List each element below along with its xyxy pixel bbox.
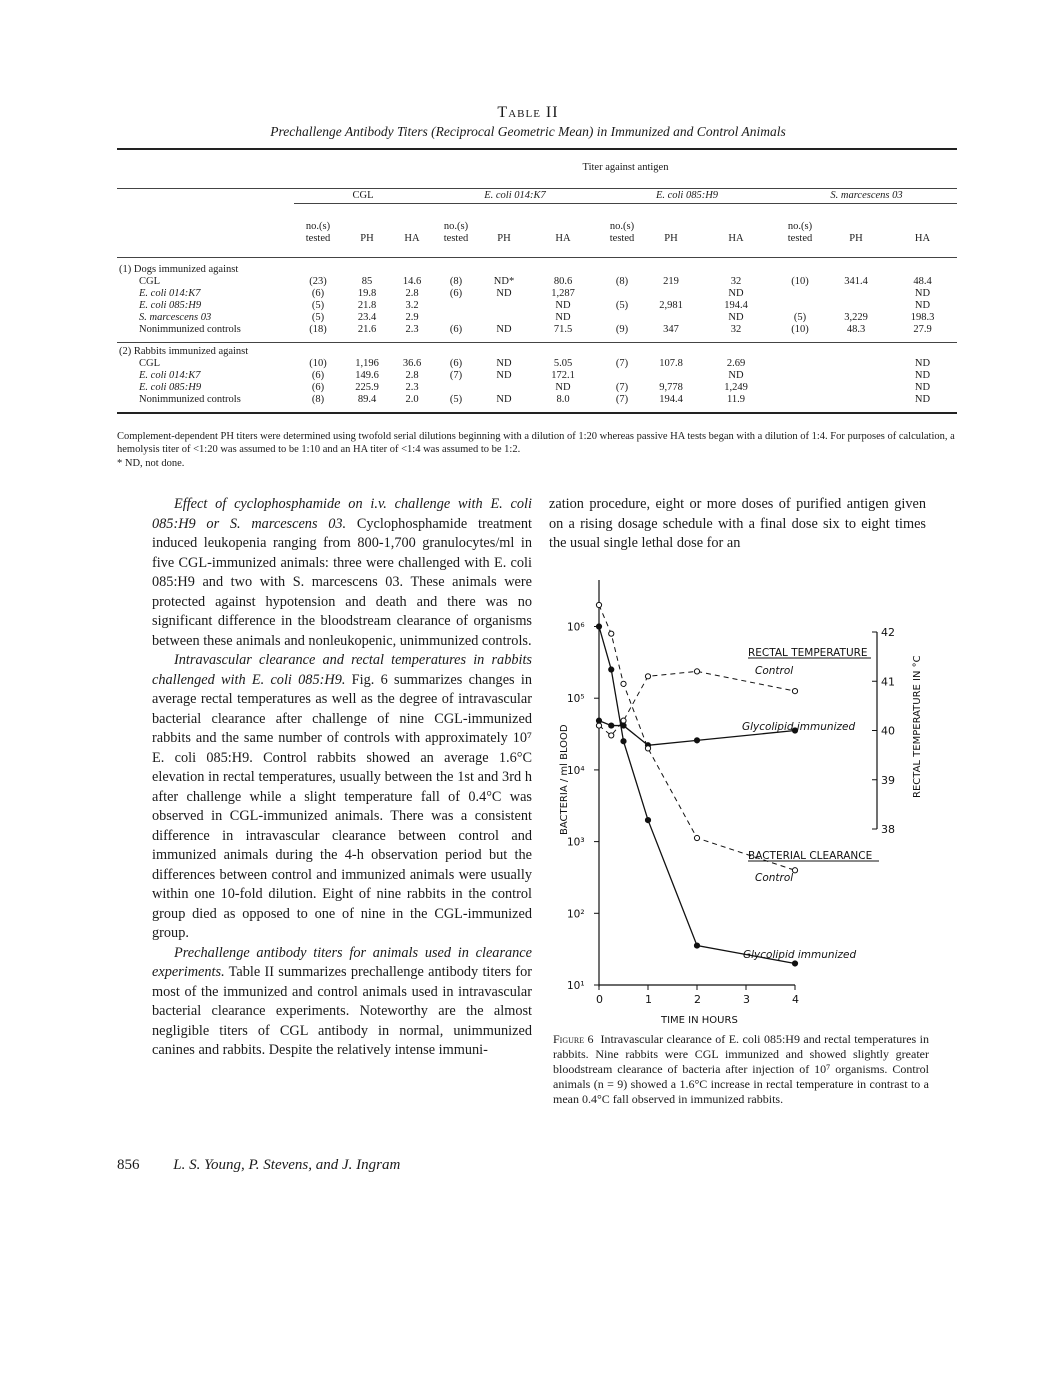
subheader-tested: tested: [787, 233, 813, 244]
annotation-control: Control: [755, 665, 794, 677]
table-title: Table II: [497, 104, 559, 121]
table-cell: [776, 358, 824, 370]
table-cell: [646, 370, 696, 382]
data-point: [645, 817, 650, 822]
table-cell: 2.8: [405, 370, 419, 381]
x-tick-label: 3: [743, 993, 750, 1006]
series-line: [599, 627, 795, 964]
table-cell: 71.5: [553, 324, 573, 335]
table-cell: ND: [555, 312, 571, 323]
x-tick-label: 4: [792, 993, 799, 1006]
table-cell: (6): [311, 382, 325, 393]
data-point: [596, 723, 601, 728]
table-cell: 194.4: [724, 300, 748, 311]
data-point: [596, 718, 601, 723]
subheader-ha: HA: [728, 233, 744, 244]
table-cell: ND: [914, 370, 931, 381]
table-cell: [432, 300, 480, 312]
data-point: [694, 943, 699, 948]
x-tick-label: 1: [645, 993, 652, 1006]
table-cell: (6): [311, 288, 325, 299]
paragraph-clearance: Intravascular clearance and rectal temperatures in rabbits challenged with E. coli 085:H9. Fig. 6 summarizes changes in average rectal temperatures as well as the degree of intravascular bacterial clearance after challenge of nine CGL-immunized rabbits and the same number of controls with approximately 10⁷ E. coli 085:H9. Control rabbits showed an average 1.6°C elevation in rectal temperatures, usually between the 1st and 3rd h after challenge while a slight temperature fall of 0.4°C was observed in CGL-immunized animals. There was a consistent difference in intravascular clearance between control and immunized animals during the 4-h observation period but the differences between control and immunized animals were usually within one 10-fold dilution. Eight of nine rabbits in the control group died as opposed to one of nine in the CGL-immunized group.: [152, 652, 532, 941]
table-cell: 219: [663, 276, 679, 287]
data-point: [621, 739, 626, 744]
y2-tick-label: 40: [881, 724, 895, 738]
data-point: [596, 624, 601, 629]
table-cell: (7): [615, 358, 629, 369]
table-cell: [824, 288, 888, 300]
table-cell: 48.4: [913, 276, 932, 287]
table-footnote-nd: * ND, not done.: [117, 458, 185, 469]
table-cell: 2,981: [659, 300, 683, 311]
table-cell: ND: [728, 370, 744, 381]
table-cell: 32: [730, 324, 742, 335]
table-cell: 225.9: [355, 382, 379, 393]
data-point: [694, 835, 699, 840]
table-cell: 194.4: [659, 394, 683, 405]
table-cell: 21.6: [357, 324, 377, 335]
data-point: [596, 602, 601, 607]
table-cell: 14.6: [402, 276, 422, 287]
table-row: [117, 300, 957, 312]
table-cell: 89.4: [357, 394, 377, 405]
annotation-glycolipid: Glycolipid immunized: [743, 949, 857, 961]
table-cell: 2.8: [405, 288, 419, 299]
table-cell: 149.6: [355, 370, 379, 381]
table-cell: 32: [730, 276, 742, 287]
table-cell: (7): [449, 370, 463, 381]
annotation-glycolipid: Glycolipid immunized: [742, 721, 856, 733]
x-tick-label: 2: [694, 993, 701, 1006]
section-header: (1) Dogs immunized against: [119, 264, 239, 275]
table-cell: [776, 382, 824, 394]
table-cell: [432, 382, 480, 394]
table-cell: 5.05: [553, 358, 573, 369]
subheader-tested: tested: [305, 233, 331, 244]
x-axis-label: TIME IN HOURS: [661, 1015, 738, 1026]
table-cell: 80.6: [553, 276, 573, 287]
table-cell: (7): [615, 382, 629, 393]
annotation-control: Control: [755, 872, 794, 884]
table-cell: (6): [449, 358, 463, 369]
table-cell: ND: [496, 288, 512, 299]
table-cell: 1,287: [551, 288, 575, 299]
group-header: CGL: [294, 189, 432, 204]
y2-axis-label: RECTAL TEMPERATURE IN °C: [912, 655, 923, 798]
y-tick-label: 10²: [567, 908, 585, 921]
y2-tick-label: 38: [881, 823, 895, 836]
table-cell: ND: [496, 394, 512, 405]
table-cell: 27.9: [913, 324, 932, 335]
table-cell: 23.4: [357, 312, 377, 323]
table-cell: ND: [914, 288, 931, 299]
subheader-no: no.(s): [787, 221, 813, 232]
row-label: E. coli 085:H9: [139, 382, 202, 393]
table-cell: 3,229: [844, 312, 868, 323]
table-cell: [480, 312, 528, 324]
data-point: [609, 631, 614, 636]
table-cell: [824, 370, 888, 382]
table-cell: (18): [309, 324, 327, 335]
y2-tick-label: 42: [881, 626, 895, 639]
table-cell: 8.0: [556, 394, 570, 405]
table-cell: (7): [615, 394, 629, 405]
y-tick-label: 10⁶: [567, 621, 585, 634]
table-row: [117, 370, 957, 382]
left-column-text: [152, 495, 532, 1061]
figure-caption: Figure 6 Intravascular clearance of E. coli 085:H9 and rectal temperatures in rabbits. Nine rabbits were CGL immunized and showed slightly greater bloodstream clearance of bacteria after injection of 10⁷ organisms. Control animals (n = 9) showed a 1.6°C increase in rectal temperature in contrast to a mean 0.4°C fall observed in immunized rabbits.: [553, 1032, 929, 1106]
table-cell: (8): [311, 394, 325, 405]
table-cell: 11.9: [727, 394, 745, 405]
table-cell: [824, 382, 888, 394]
table-cell: [776, 300, 824, 312]
table-cell: ND: [728, 288, 744, 299]
table-cell: 107.8: [659, 358, 683, 369]
table-cell: 1,249: [724, 382, 748, 393]
table-cell: (10): [791, 324, 809, 335]
table-row: [117, 324, 957, 336]
table-cell: (8): [615, 276, 629, 287]
subheader-ph: PH: [664, 233, 678, 244]
page-number: 856: [117, 1157, 140, 1173]
y2-tick-label: 41: [881, 675, 895, 689]
table-cell: ND: [496, 358, 512, 369]
antibody-titer-table: [117, 148, 957, 416]
table-cell: [432, 312, 480, 324]
subheader-no: no.(s): [305, 221, 331, 232]
data-point: [694, 669, 699, 674]
subheader-ha: HA: [555, 233, 571, 244]
subheader-ha: HA: [404, 233, 420, 244]
table-cell: ND: [914, 394, 931, 405]
table-cell: (10): [309, 358, 327, 369]
data-point: [645, 746, 650, 751]
author-line: L. S. Young, P. Stevens, and J. Ingram: [173, 1157, 401, 1173]
table-cell: (6): [311, 370, 325, 381]
group-header: S. marcescens 03: [776, 189, 957, 204]
y-tick-label: 10⁴: [567, 764, 585, 777]
subheader-tested: tested: [609, 233, 635, 244]
data-point: [621, 681, 626, 686]
row-label: E. coli 014:K7: [139, 370, 201, 381]
table-cell: [824, 394, 888, 406]
table-cell: [824, 358, 888, 370]
y-tick-label: 10³: [567, 836, 585, 849]
row-label: E. coli 085:H9: [139, 300, 202, 311]
y2-tick-label: 39: [881, 773, 895, 787]
table-cell: (6): [449, 288, 463, 299]
data-point: [609, 667, 614, 672]
table-cell: [824, 300, 888, 312]
annotation-bacterial-clearance: BACTERIAL CLEARANCE: [748, 850, 873, 862]
table-cell: [646, 288, 696, 300]
section-header: (2) Rabbits immunized against: [119, 346, 249, 357]
table-cell: (5): [311, 312, 325, 323]
table-row: [117, 276, 957, 288]
paragraph-prechallenge: Prechallenge antibody titers for animals used in clearance experiments. Table II summarizes prechallenge antibody titers for most of the immunized and control animals used in intravascular bacterial clearance experiments. Noteworthy are the almost negligible titers of CGL antibody in normal, unimmunized canines and rabbits. Despite the relatively intense immuni-: [152, 944, 532, 1058]
table-cell: [598, 288, 646, 300]
table-row: [117, 358, 957, 370]
subheader-no: no.(s): [443, 221, 469, 232]
table-cell: ND: [914, 358, 931, 369]
table-cell: (8): [449, 276, 463, 287]
row-label: CGL: [139, 358, 160, 369]
data-point: [792, 961, 797, 966]
spanner-header: Titer against antigen: [582, 162, 669, 173]
table-cell: ND: [914, 300, 931, 311]
subheader-tested: tested: [443, 233, 469, 244]
table-cell: (23): [309, 276, 327, 287]
table-cell: (5): [449, 394, 463, 405]
row-label: Nonimmunized controls: [139, 394, 241, 405]
data-point: [609, 723, 614, 728]
data-point: [645, 674, 650, 679]
table-cell: [480, 300, 528, 312]
paragraph-cyclophosphamide: Effect of cyclophosphamide on i.v. challenge with E. coli 085:H9 or S. marcescens 03. Cyclophosphamide treatment induced leukopenia ranging from 800-1,700 granulocytes/ml in five CGL-immunized animals: three were challenged with E. coli 085:H9 and two with S. marcescens 03. These animals were protected against hypotension and death and there was no significant difference in the bloodstream clearance of organisms between these animals and nonleukopenic, unimmunized controls.: [152, 496, 532, 649]
table-cell: 48.3: [846, 324, 866, 335]
table-cell: ND: [496, 370, 512, 381]
data-point: [621, 718, 626, 723]
table-cell: (9): [615, 324, 629, 335]
table-cell: (5): [311, 300, 325, 311]
table-caption: Prechallenge Antibody Titers (Reciprocal Geometric Mean) in Immunized and Control Animals: [270, 124, 786, 139]
table-cell: 2.3: [405, 382, 419, 393]
subheader-ph: PH: [849, 233, 863, 244]
row-label: CGL: [139, 276, 160, 287]
table-cell: ND: [914, 382, 931, 393]
table-cell: 36.6: [402, 358, 422, 369]
table-cell: [776, 394, 824, 406]
table-cell: (10): [791, 276, 809, 287]
table-cell: 21.8: [357, 300, 377, 311]
subheader-ph: PH: [497, 233, 511, 244]
table-cell: ND: [555, 382, 571, 393]
subheader-ha: HA: [914, 233, 931, 244]
data-point: [792, 689, 797, 694]
table-cell: (6): [449, 324, 463, 335]
y-tick-label: 10⁵: [567, 693, 585, 706]
row-label: Nonimmunized controls: [139, 324, 241, 335]
table-cell: 19.8: [357, 288, 377, 299]
right-column-text: zation procedure, eight or more doses of purified antigen given on a rising dosage schedule with a final dose six to eight times the usual single lethal dose for an: [549, 496, 926, 551]
table-cell: 341.4: [844, 276, 868, 287]
row-label: S. marcescens 03: [139, 312, 212, 323]
table-cell: 9,778: [659, 382, 683, 393]
table-row: [117, 382, 957, 394]
group-header: E. coli 085:H9: [598, 189, 776, 204]
table-cell: (5): [615, 300, 629, 311]
table-cell: [598, 312, 646, 324]
table-cell: ND*: [493, 276, 515, 287]
table-cell: 2.9: [405, 312, 419, 323]
table-cell: [646, 312, 696, 324]
table-cell: ND: [728, 312, 744, 323]
table-cell: 198.3: [910, 312, 935, 323]
annotation-rectal-temperature: RECTAL TEMPERATURE: [748, 647, 868, 659]
subheader-ph: PH: [360, 233, 374, 244]
table-cell: 1,196: [355, 358, 379, 369]
subheader-no: no.(s): [609, 221, 635, 232]
data-point: [694, 738, 699, 743]
table-cell: ND: [555, 300, 571, 311]
table-row: [117, 312, 957, 324]
table-row: [117, 288, 957, 300]
table-cell: 2.3: [405, 324, 419, 335]
table-cell: [776, 370, 824, 382]
table-cell: (5): [793, 312, 807, 323]
table-cell: [598, 370, 646, 382]
table-cell: 172.1: [551, 370, 575, 381]
figure-6-chart: [549, 560, 939, 1030]
table-cell: [776, 288, 824, 300]
table-footnote: Complement-dependent PH titers were determined using twofold serial dilutions beginning with a dilution of 1:20 whereas passive HA tests began with a dilution of 1:4. For purposes of calculation, a hemolysis titer of <1:20 was assumed to be 1:10 and an HA titer of <1:4 was assumed to be 1:2.: [117, 431, 955, 455]
table-cell: 347: [663, 324, 679, 335]
table-cell: 2.0: [405, 394, 419, 405]
table-cell: 2.69: [726, 358, 746, 369]
table-cell: ND: [496, 324, 512, 335]
data-point: [609, 733, 614, 738]
page-footer: [117, 1157, 400, 1174]
table-row: [117, 394, 957, 406]
table-cell: 85: [361, 276, 373, 287]
row-label: E. coli 014:K7: [139, 288, 201, 299]
group-header: E. coli 014:K7: [432, 189, 598, 204]
table-cell: 3.2: [405, 300, 419, 311]
table-cell: [480, 382, 528, 394]
x-tick-label: 0: [596, 993, 603, 1006]
y-tick-label: 10¹: [567, 980, 585, 992]
y-axis-label: BACTERIA / ml BLOOD: [559, 724, 570, 835]
